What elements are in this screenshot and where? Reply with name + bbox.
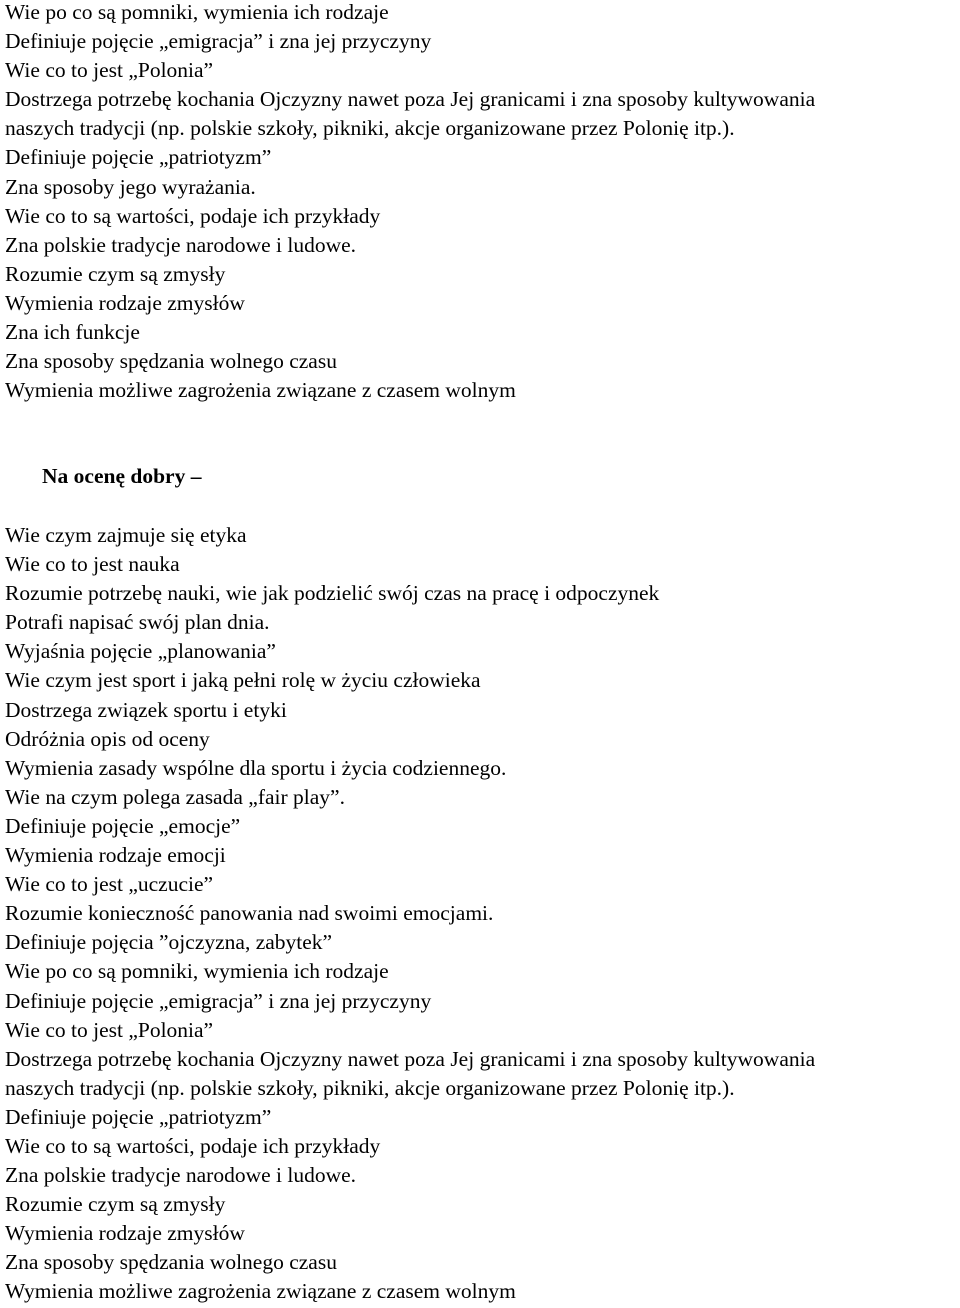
requirement-line: Wie po co są pomniki, wymienia ich rodzaje: [5, 959, 389, 984]
requirement-line: naszych tradycji (np. polskie szkoły, pikniki, akcje organizowane przez Polonię itp.).: [5, 1075, 735, 1100]
requirement-line: Rozumie konieczność panowania nad swoimi emocjami.: [5, 901, 494, 926]
requirement-line: Dostrzega potrzebę kochania Ojczyzny nawet poza Jej granicami i zna sposoby kultywowania: [5, 1046, 816, 1071]
requirement-line: Wie co to jest „Polonia”: [5, 1017, 214, 1042]
requirement-line: Wie co to są wartości, podaje ich przykłady: [5, 1133, 381, 1158]
requirement-line: Definiuje pojęcie „emigracja” i zna jej przyczyny: [5, 29, 432, 54]
requirement-line: Wyjaśnia pojęcie „planowania”: [5, 639, 276, 664]
requirement-line: Wie na czym polega zasada „fair play”.: [5, 784, 345, 809]
requirement-line: Zna ich funkcje: [5, 320, 140, 345]
requirement-line: Wie co to jest „Polonia”: [5, 58, 214, 83]
requirement-line: Wie po co są pomniki, wymienia ich rodzaje: [5, 0, 389, 24]
requirement-line: Wie czym jest sport i jaką pełni rolę w życiu człowieka: [5, 668, 481, 693]
requirement-line: Definiuje pojęcie „patriotyzm”: [5, 1104, 272, 1129]
requirement-line: Potrafi napisać swój plan dnia.: [5, 610, 270, 635]
requirement-line: Rozumie czym są zmysły: [5, 261, 226, 286]
requirement-line: Definiuje pojęcie „patriotyzm”: [5, 145, 272, 170]
requirement-line: Zna polskie tradycje narodowe i ludowe.: [5, 232, 357, 257]
requirement-line: Rozumie czym są zmysły: [5, 1192, 226, 1217]
requirement-line: Wymienia zasady wspólne dla sportu i życia codziennego.: [5, 755, 507, 780]
requirement-line: Wymienia możliwe zagrożenia związane z czasem wolnym: [5, 378, 516, 403]
requirement-line: Zna polskie tradycje narodowe i ludowe.: [5, 1163, 357, 1188]
requirement-line: Wie co to są wartości, podaje ich przykłady: [5, 203, 381, 228]
requirement-line: Zna sposoby spędzania wolnego czasu: [5, 1250, 337, 1275]
requirement-line: Wymienia możliwe zagrożenia związane z czasem wolnym: [5, 1279, 516, 1304]
requirement-line: Wie co to jest nauka: [5, 552, 180, 577]
requirement-line: Wymienia rodzaje emocji: [5, 843, 226, 868]
requirement-line: Wymienia rodzaje zmysłów: [5, 290, 245, 315]
requirement-line: Dostrzega związek sportu i etyki: [5, 697, 287, 722]
requirement-line: Definiuje pojęcia ”ojczyzna, zabytek”: [5, 930, 333, 955]
requirement-line: Wymienia rodzaje zmysłów: [5, 1221, 245, 1246]
requirements-list-good: [5, 521, 957, 1307]
requirement-line: Wie czym zajmuje się etyka: [5, 523, 247, 547]
requirement-line: Definiuje pojęcie „emigracja” i zna jej przyczyny: [5, 988, 432, 1013]
requirement-line: naszych tradycji (np. polskie szkoły, pikniki, akcje organizowane przez Polonię itp.).: [5, 116, 735, 141]
requirement-line: Odróżnia opis od oceny: [5, 726, 210, 751]
requirement-line: Definiuje pojęcie „emocje”: [5, 813, 241, 838]
requirement-line: Zna sposoby spędzania wolnego czasu: [5, 349, 337, 374]
requirement-line: Rozumie potrzebę nauki, wie jak podzielić swój czas na pracę i odpoczynek: [5, 581, 660, 606]
requirement-line: Zna sposoby jego wyrażania.: [5, 174, 256, 199]
grade-heading-good: Na ocenę dobry –: [42, 464, 202, 488]
requirement-line: Dostrzega potrzebę kochania Ojczyzny nawet poza Jej granicami i zna sposoby kultywowania: [5, 87, 816, 112]
requirements-list-top: [5, 0, 957, 405]
requirement-line: Wie co to jest „uczucie”: [5, 872, 214, 897]
